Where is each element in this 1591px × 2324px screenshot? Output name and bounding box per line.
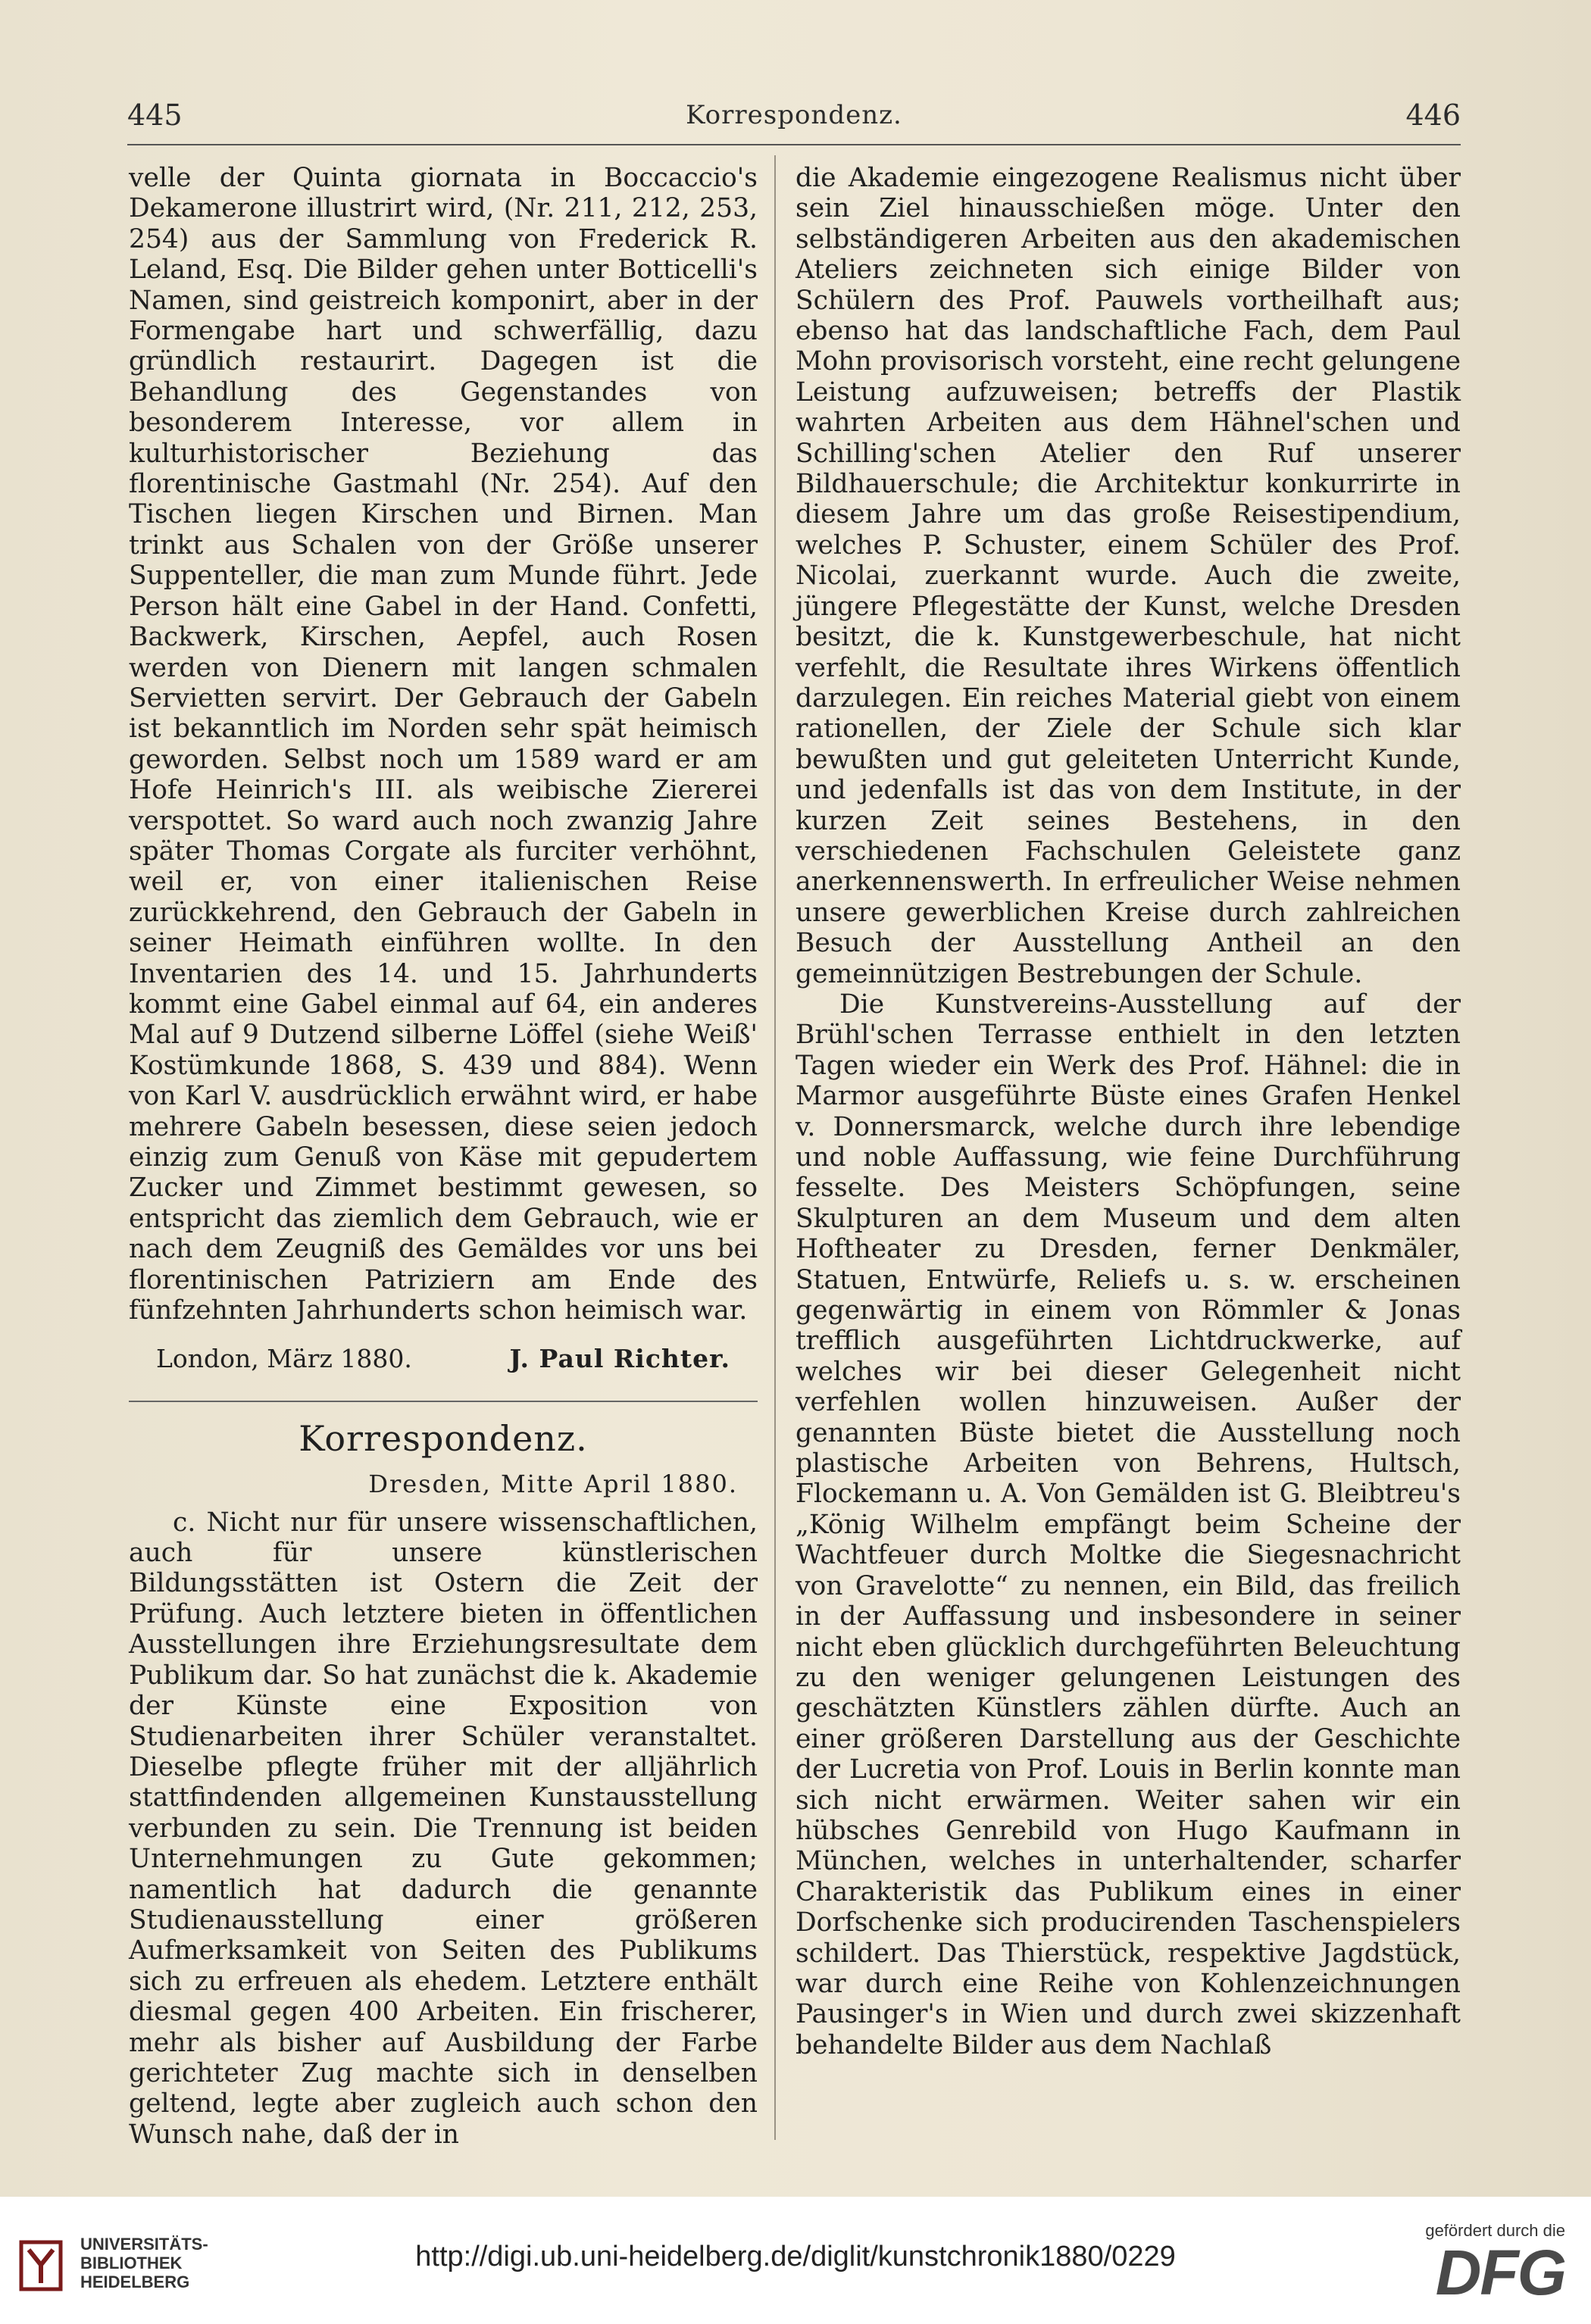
library-name: UNIVERSITÄTS- BIBLIOTHEK HEIDELBERG	[80, 2235, 208, 2291]
signature-place: London, März 1880.	[156, 1344, 412, 1374]
right-column	[796, 163, 1461, 2060]
header-rule	[127, 144, 1461, 145]
body-paragraph: die Akademie eingezogene Realismus nicht über sein Ziel hinausschießen möge. Unter den selbständigeren Arbeiten aus den akademischen Ateliers zeichneten sich einige Bilder von Schülern des Prof. Pauwels vortheilhaft aus; ebenso hat das landschaftliche Fach, dem Paul Mohn provisorisch vorsteht, eine recht gelungene Leistung aufzuweisen; betreffs der Plastik wahrten Arbeiten aus dem Hähnel'schen und Schilling'schen Atelier den Ruf unserer Bildhauerschule; die Architektur konkurrirte in diesem Jahre um das große Reisestipendium, welches P. Schuster, einem Schüler des Prof. Nicolai, zuerkannt wurde. Auch die zweite, jüngere Pflegestätte der Kunst, welche Dresden besitzt, die k. Kunstgewerbeschule, hat nicht verfehlt, die Resultate ihres Wirkens öffentlich darzulegen. Ein reiches Material giebt von einem rationellen, der Ziele der Schule sich klar bewußten und gut geleiteten Unterricht Kunde, und jedenfalls ist das von dem Institute, in der kurzen Zeit seines Bestehens, in den verschiedenen Fachschulen Geleistete ganz anerkennenswerth. In erfreulicher Weise nehmen unsere gewerblichen Kreise durch zahlreichen Besuch der Ausstellung Antheil an den gemeinnützigen Bestrebungen der Schule.	[796, 163, 1461, 989]
section-title: Korrespondenz.	[299, 1417, 588, 1459]
body-paragraph: velle der Quinta giornata in Boccaccio's Dekamerone illustrirt wird, (Nr. 211, 212, 253, 254) aus der Sammlung von Frederick R. Leland, Esq. Die Bilder gehen unter Botticelli's Namen, sind geistreich komponirt, aber in der Formengabe hart und schwerfällig, dazu gründlich restaurirt. Dagegen ist die Behandlung des Gegenstandes von besonderem Interesse, vor allem in kulturhistorischer Beziehung das florentinische Gastmahl (Nr. 254). Auf den Tischen liegen Kirschen und Birnen. Man trinkt aus Schalen von der Größe unserer Suppenteller, die man zum Munde führt. Jede Person hält eine Gabel in der Hand. Confetti, Backwerk, Kirschen, Aepfel, auch Rosen werden von Dienern mit langen schmalen Servietten servirt. Der Gebrauch der Gabeln ist bekanntlich im Norden sehr spät heimisch geworden. Selbst noch um 1589 ward er am Hofe Heinrich's III. als weibische Ziererei verspottet. So ward auch noch zwanzig Jahre später Thomas Corgate als furciter verhöhnt, weil er, von einer italienischen Reise zurückkehrend, den Gebrauch der Gabeln in seiner Heimath einführen wollte. In den Inventarien des 14. und 15. Jahrhunderts kommt eine Gabel einmal auf 64, ein anderes Mal auf 9 Dutzend silberne Löffel (siehe Weiß' Kostümkunde 1868, S. 439 und 884). Wenn von Karl V. ausdrücklich erwähnt wird, er habe mehrere Gabeln besessen, diese seien jedoch einzig zum Genuß von Käse mit gepudertem Zucker und Zimmet bestimmt gewesen, so entspricht das ziemlich dem Gebrauch, wie er nach dem Zeugniß des Gemäldes vor uns bei florentinischen Patriziern am Ende des fünfzehnten Jahrhunderts schon heimisch war.	[129, 163, 758, 1326]
dateline: Dresden, Mitte April 1880.	[368, 1470, 738, 1499]
signature-name: J. Paul Richter.	[509, 1344, 730, 1374]
section-divider	[129, 1401, 758, 1402]
running-title: Korrespondenz.	[686, 100, 902, 130]
column-rule	[774, 155, 776, 2140]
permalink-url[interactable]: http://digi.ub.uni-heidelberg.de/diglit/kunstchronik1880/0229	[415, 2241, 1176, 2272]
left-column	[129, 163, 758, 2150]
funding-note: gefördert durch die	[1425, 2221, 1565, 2240]
running-header	[127, 91, 1461, 144]
body-paragraph: Die Kunstvereins-Ausstellung auf der Brühl'schen Terrasse enthielt in den letzten Tagen wieder ein Werk des Prof. Hähnel: die in Marmor ausgeführte Büste eines Grafen Henkel v. Donnersmarck, welche durch ihre lebendige und noble Auffassung, wie feine Durchführung fesselte. Des Meisters Schöpfungen, seine Skulpturen an dem Museum und dem alten Hoftheater zu Dresden, ferner Denkmäler, Statuen, Entwürfe, Reliefs u. s. w. erscheinen gegenwärtig in einem von Römmler & Jonas trefflich ausgeführten Lichtdruckwerke, auf welches wir bei dieser Gelegenheit nicht verfehlen wollen hinzuweisen. Außer der genannten Büste bietet die Ausstellung noch plastische Arbeiten von Behrens, Hultsch, Flockemann u. A. Von Gemälden ist G. Bleibtreu's „König Wilhelm empfängt beim Scheine der Wachtfeuer durch Moltke die Siegesnachricht von Gravelotte“ zu nennen, ein Bild, das freilich in der Auffassung und insbesondere in seiner nicht eben glücklich durchgeführten Beleuchtung zu den weniger gelungenen Leistungen des geschätzten Künstlers zählen dürfte. Auch an einer größeren Darstellung aus der Geschichte der Lucretia von Prof. Louis in Berlin konnte man sich nicht erwärmen. Weiter sahen wir ein hübsches Genrebild von Hugo Kaufmann in München, welches in unterhaltender, scharfer Charakteristik das Publikum eines in einer Dorfschenke sich producirenden Taschenspielers schildert. Das Thierstück, respektive Jagdstück, war durch eine Reihe von Kohlenzeichnungen Pausinger's in Wien und durch zwei skizzenhaft behandelte Bilder aus dem Nachlaß	[796, 989, 1461, 2060]
page-number-right: 446	[1405, 98, 1461, 132]
signature-line	[129, 1344, 758, 1374]
digitization-footer	[0, 2197, 1591, 2324]
body-paragraph: c. Nicht nur für unsere wissenschaftlichen, auch für unsere künstlerischen Bildungsstätten ist Ostern die Zeit der Prüfung. Auch letztere bieten in öffentlichen Ausstellungen ihre Erziehungsresultate dem Publikum dar. So hat zunächst die k. Akademie der Künste eine Exposition von Studienarbeiten ihrer Schüler veranstaltet. Dieselbe pflegte früher mit der alljährlich stattfindenden allgemeinen Kunstausstellung verbunden zu sein. Die Trennung ist beiden Unternehmungen zu Gute gekommen; namentlich hat dadurch die genannte Studienausstellung einer größeren Aufmerksamkeit von Seiten des Publikums sich zu erfreuen als ehedem. Letztere enthält diesmal gegen 400 Arbeiten. Ein frischerer, mehr als bisher auf Ausbildung der Farbe gerichteter Zug machte sich in denselben geltend, legte aber zugleich auch schon den Wunsch nahe, daß der in	[129, 1507, 758, 2150]
page-number-left: 445	[127, 98, 183, 132]
dfg-funding-badge[interactable]	[1383, 2221, 1565, 2312]
dfg-logo: DFG	[1435, 2237, 1565, 2308]
